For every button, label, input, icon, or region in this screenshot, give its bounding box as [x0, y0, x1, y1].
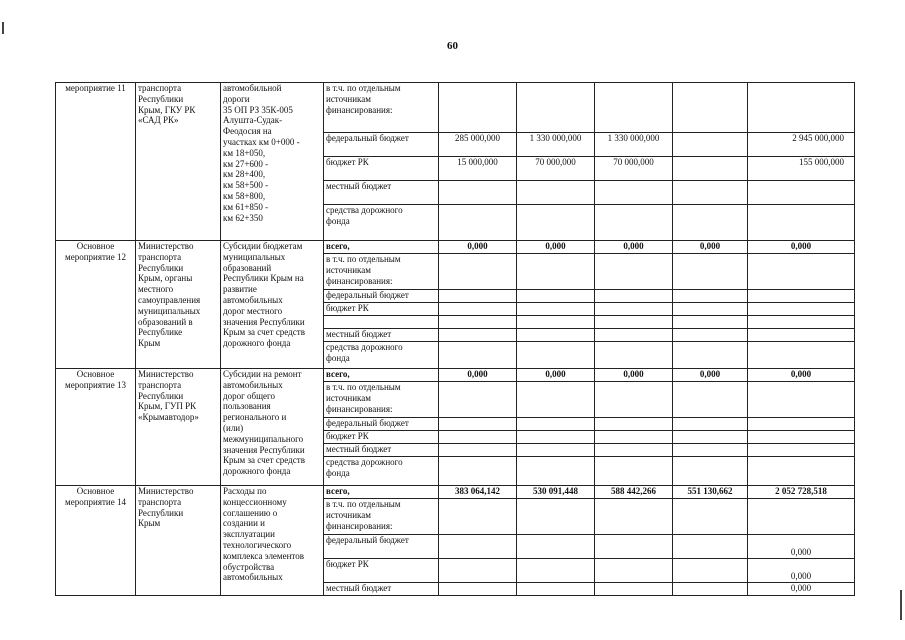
description-cell: Субсидии бюджетам муниципальных образований Республики Крым на развитие автомобильных дорог местного значения Республики Крым за счет средств дорожного фонда: [221, 241, 324, 369]
value-cell: [673, 418, 748, 431]
source-road-fund-cell: средства дорожного фонда: [324, 457, 439, 486]
financing-table: [55, 82, 855, 596]
value-cell: [595, 457, 673, 486]
value-cell: [673, 254, 748, 290]
value-cell: [673, 499, 748, 535]
value-cell: [748, 181, 855, 205]
value-cell: 0,000: [748, 241, 855, 254]
value-cell: [748, 254, 855, 290]
description-cell: Расходы по концессионному соглашению о создании и эксплуатации технологического комплекса элементов обустройства автомобильных: [221, 486, 324, 596]
source-local-cell: местный бюджет: [324, 444, 439, 457]
value-cell: [673, 290, 748, 303]
value-cell: [673, 431, 748, 444]
value-cell: 1 330 000,000: [517, 133, 595, 157]
table-row: [56, 369, 855, 382]
value-cell: [748, 499, 855, 535]
value-cell: [748, 329, 855, 342]
value-cell: [748, 316, 855, 329]
value-cell: [439, 559, 517, 583]
source-rk-cell: бюджет РК: [324, 303, 439, 316]
value-cell: [517, 205, 595, 241]
event-cell: Основное мероприятие 14: [56, 486, 136, 596]
value-cell: [439, 583, 517, 596]
value-cell: [595, 431, 673, 444]
value-cell: [595, 181, 673, 205]
value-cell: 0,000: [595, 369, 673, 382]
value-cell: [517, 316, 595, 329]
source-federal-cell: федеральный бюджет: [324, 418, 439, 431]
value-cell: [673, 303, 748, 316]
value-cell: [517, 431, 595, 444]
value-cell: [673, 133, 748, 157]
value-cell: [439, 316, 517, 329]
value-cell: [595, 583, 673, 596]
value-cell: [748, 303, 855, 316]
value-cell: [517, 535, 595, 559]
value-cell: 285 000,000: [439, 133, 517, 157]
value-cell: [595, 83, 673, 133]
value-cell: 0,000: [673, 369, 748, 382]
value-cell: [748, 444, 855, 457]
value-cell: [748, 382, 855, 418]
value-cell: [595, 303, 673, 316]
value-cell: [673, 457, 748, 486]
executor-cell: Министерство транспорта Республики Крым, органы местного самоуправления муниципальных образований в Республике Крым: [136, 241, 221, 369]
value-cell: [517, 418, 595, 431]
table-row: [56, 241, 855, 254]
value-cell: [517, 83, 595, 133]
source-federal-cell: федеральный бюджет: [324, 133, 439, 157]
source-total-cell: всего,: [324, 369, 439, 382]
value-cell: [517, 583, 595, 596]
value-cell: [748, 431, 855, 444]
value-cell: [673, 342, 748, 369]
value-cell: 0,000: [748, 559, 855, 583]
value-cell: [595, 444, 673, 457]
scan-mark-right: [900, 590, 902, 620]
value-cell: [673, 157, 748, 181]
value-cell: 0,000: [748, 583, 855, 596]
value-cell: [439, 382, 517, 418]
value-cell: [517, 559, 595, 583]
value-cell: [439, 303, 517, 316]
value-cell: [595, 559, 673, 583]
value-cell: 1 330 000,000: [595, 133, 673, 157]
value-cell: [595, 342, 673, 369]
value-cell: [673, 205, 748, 241]
value-cell: [439, 181, 517, 205]
event-cell: мероприятие 11: [56, 83, 136, 241]
value-cell: [748, 83, 855, 133]
source-federal-cell: федеральный бюджет: [324, 290, 439, 303]
value-cell: [673, 535, 748, 559]
value-cell: [673, 181, 748, 205]
value-cell: [673, 583, 748, 596]
value-cell: 0,000: [439, 369, 517, 382]
value-cell: 155 000,000: [748, 157, 855, 181]
value-cell: [595, 316, 673, 329]
description-cell: автомобильной дороги 35 ОП РЗ 35К-005 Алушта-Судак- Феодосия на участках км 0+000 - км 18+050, км 27+600 - км 28+400, км 58+500 - км 58+800, км 61+850 - км 62+350: [221, 83, 324, 241]
value-cell: [439, 290, 517, 303]
value-cell: [517, 290, 595, 303]
executor-cell: транспорта Республики Крым, ГКУ РК «САД РК»: [136, 83, 221, 241]
value-cell: 530 091,448: [517, 486, 595, 499]
value-cell: 0,000: [748, 535, 855, 559]
value-cell: 0,000: [748, 369, 855, 382]
table-row: [56, 486, 855, 499]
value-cell: [673, 382, 748, 418]
executor-cell: Министерство транспорта Республики Крым, ГУП РК «Крымавтодор»: [136, 369, 221, 486]
source-incl-cell: в т.ч. по отдельным источникам финансирования:: [324, 254, 439, 290]
value-cell: [439, 329, 517, 342]
value-cell: [673, 329, 748, 342]
value-cell: [748, 418, 855, 431]
source-local-cell: местный бюджет: [324, 583, 439, 596]
value-cell: [595, 205, 673, 241]
value-cell: [673, 83, 748, 133]
source-local-cell: местный бюджет: [324, 181, 439, 205]
source-rk-cell: бюджет РК: [324, 431, 439, 444]
value-cell: [439, 254, 517, 290]
value-cell: [439, 499, 517, 535]
value-cell: [517, 382, 595, 418]
value-cell: [439, 83, 517, 133]
value-cell: [673, 316, 748, 329]
value-cell: [595, 418, 673, 431]
source-local-cell: местный бюджет: [324, 329, 439, 342]
value-cell: 0,000: [439, 241, 517, 254]
value-cell: [748, 205, 855, 241]
value-cell: [517, 181, 595, 205]
value-cell: 70 000,000: [595, 157, 673, 181]
value-cell: [748, 290, 855, 303]
value-cell: 15 000,000: [439, 157, 517, 181]
value-cell: [439, 444, 517, 457]
value-cell: [595, 254, 673, 290]
value-cell: 2 052 728,518: [748, 486, 855, 499]
description-cell: Субсидии на ремонт автомобильных дорог общего пользования регионального и (или) межмуниципального значения Республики Крым за счет средств дорожного фонда: [221, 369, 324, 486]
value-cell: 0,000: [517, 241, 595, 254]
value-cell: [517, 303, 595, 316]
source-road-fund-cell: средства дорожного фонда: [324, 205, 439, 241]
value-cell: 0,000: [673, 241, 748, 254]
value-cell: [748, 342, 855, 369]
value-cell: [439, 535, 517, 559]
source-total-cell: всего,: [324, 241, 439, 254]
value-cell: 383 064,142: [439, 486, 517, 499]
value-cell: [439, 205, 517, 241]
source-road-fund-cell: средства дорожного фонда: [324, 342, 439, 369]
value-cell: [748, 457, 855, 486]
source-incl-cell: в т.ч. по отдельным источникам финансирования:: [324, 382, 439, 418]
value-cell: [595, 329, 673, 342]
value-cell: 0,000: [595, 241, 673, 254]
event-cell: Основное мероприятие 12: [56, 241, 136, 369]
value-cell: [439, 342, 517, 369]
value-cell: 2 945 000,000: [748, 133, 855, 157]
value-cell: [673, 444, 748, 457]
value-cell: [595, 290, 673, 303]
value-cell: [517, 342, 595, 369]
spacer-cell: [324, 316, 439, 329]
source-incl-cell: в т.ч. по отдельным источникам финансирования:: [324, 499, 439, 535]
value-cell: [595, 535, 673, 559]
value-cell: [439, 431, 517, 444]
value-cell: 0,000: [517, 369, 595, 382]
value-cell: 551 130,662: [673, 486, 748, 499]
source-total-cell: всего,: [324, 486, 439, 499]
value-cell: [595, 499, 673, 535]
value-cell: [517, 444, 595, 457]
table-row: [56, 83, 855, 133]
value-cell: [517, 254, 595, 290]
scan-mark-left: [2, 22, 4, 34]
value-cell: 588 442,266: [595, 486, 673, 499]
value-cell: [673, 559, 748, 583]
source-rk-cell: бюджет РК: [324, 559, 439, 583]
source-incl-cell: в т.ч. по отдельным источникам финансирования:: [324, 83, 439, 133]
value-cell: [595, 382, 673, 418]
source-federal-cell: федеральный бюджет: [324, 535, 439, 559]
value-cell: [517, 329, 595, 342]
value-cell: [517, 457, 595, 486]
page-number: 60: [447, 40, 458, 52]
executor-cell: Министерство транспорта Республики Крым: [136, 486, 221, 596]
source-rk-cell: бюджет РК: [324, 157, 439, 181]
value-cell: [439, 457, 517, 486]
event-cell: Основное мероприятие 13: [56, 369, 136, 486]
value-cell: [439, 418, 517, 431]
value-cell: [517, 499, 595, 535]
value-cell: 70 000,000: [517, 157, 595, 181]
